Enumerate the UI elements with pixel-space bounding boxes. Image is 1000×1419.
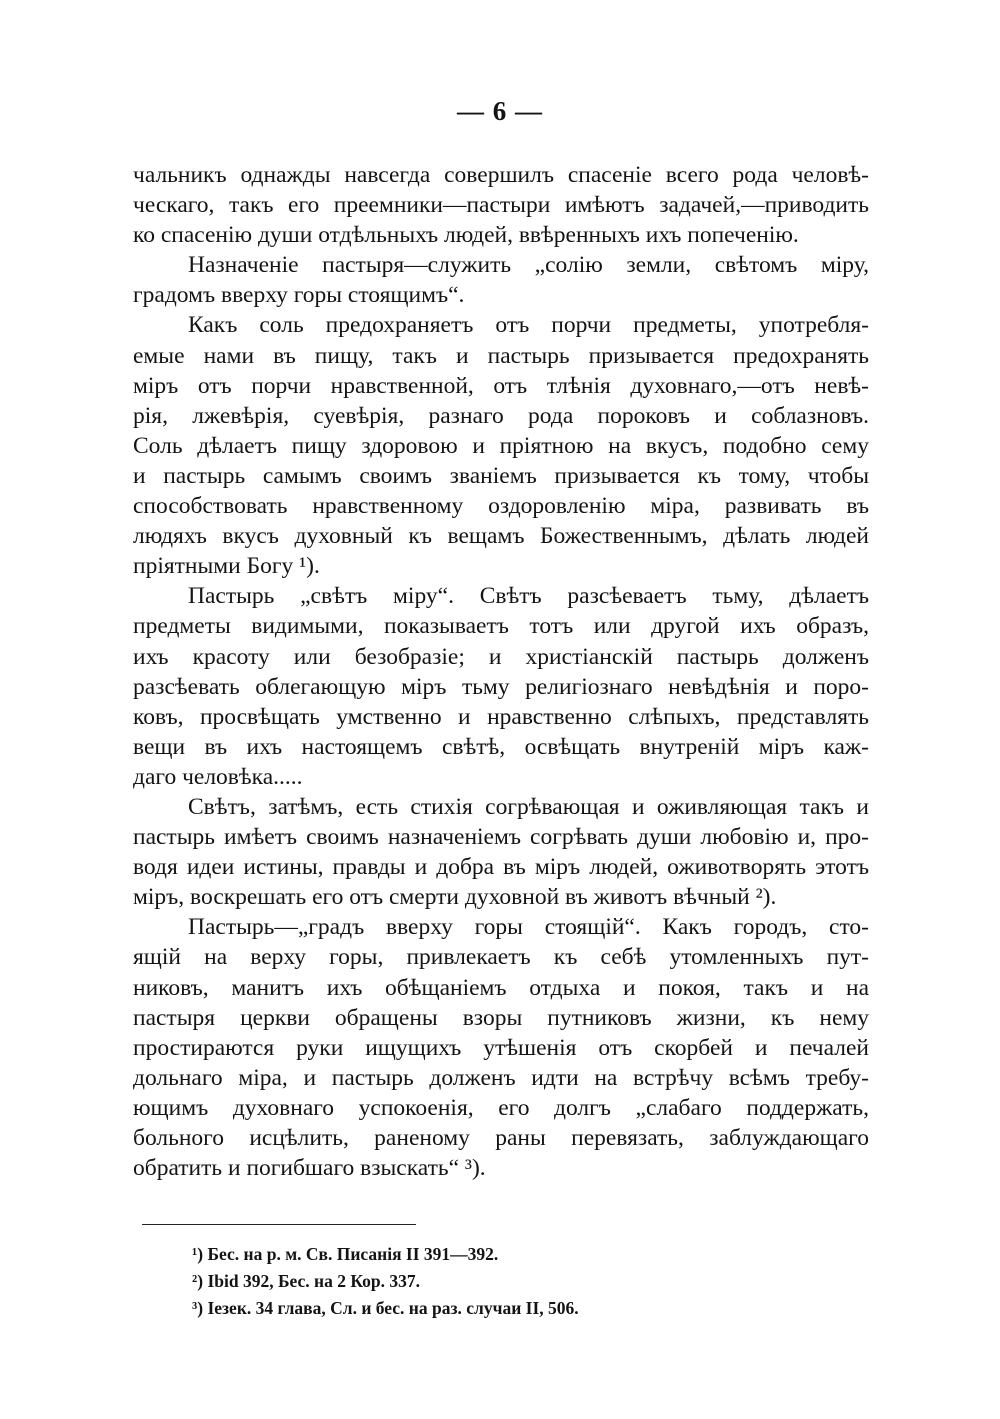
text-line: водя идеи истины, правды и добра въ міръ людей, оживотворять этотъ xyxy=(133,854,869,881)
text-line: ихъ красоту или безобразіе; и христіанскій пастырь долженъ xyxy=(133,643,869,670)
text-line: людяхъ вкусъ духовный къ вещамъ Божественнымъ, дѣлать людей xyxy=(133,523,869,550)
text-line: чальникъ однажды навсегда совершилъ спасеніе всего рода человѣ- xyxy=(133,162,869,188)
text-line: вещи въ ихъ настоящемъ свѣтѣ, освѣщать внутреній міръ каж- xyxy=(133,733,869,760)
text-line: больного исцѣлить, раненому раны перевязать, заблуждающаго xyxy=(133,1125,869,1151)
text-line: градомъ вверху горы стоящимъ“. xyxy=(133,282,465,309)
text-line: предметы видимыми, показываетъ тотъ или другой ихъ образъ, xyxy=(133,613,869,640)
paragraph xyxy=(133,160,869,250)
text-line: міръ, воскрешать его отъ смерти духовной въ животъ вѣчный ²). xyxy=(133,884,777,911)
paragraph xyxy=(133,581,869,792)
page-number: — 6 — xyxy=(457,96,543,126)
text-line: дольнаго міра, и пастырь долженъ идти на встрѣчу всѣмъ требу- xyxy=(133,1064,869,1091)
text-line: разсѣевать облегающую міръ тьму религіознаго невѣдѣнія и поро- xyxy=(133,673,869,700)
text-line: Пастырь—„градъ вверху горы стоящій“. Какъ городъ, сто- xyxy=(188,914,869,941)
footnote: ³) Іезек. 34 глава, Сл. и бес. на раз. случаи II, 506. xyxy=(192,1298,579,1318)
text-line: емые нами въ пищу, такъ и пастырь призывается предохранять xyxy=(133,342,869,369)
text-line: ковъ, просвѣщать умственно и нравственно слѣпыхъ, представлять xyxy=(133,703,869,730)
text-line: ко спасенію души отдѣльныхъ людей, ввѣренныхъ ихъ попеченію. xyxy=(133,222,799,249)
paragraph xyxy=(133,310,869,581)
text-line: рія, лжевѣрія, суевѣрія, разнаго рода пороковъ и соблазновъ. xyxy=(133,402,869,429)
text-line: пастырь имѣетъ своимъ назначеніемъ согрѣвать души любовію и, про- xyxy=(133,824,869,851)
text-line: Какъ соль предохраняетъ отъ порчи предметы, употребля- xyxy=(188,312,869,339)
text-line: даго человѣка..... xyxy=(133,763,303,790)
text-line: Соль дѣлаетъ пищу здоровою и пріятною на вкусъ, подобно сему xyxy=(133,432,869,459)
text-line: Пастырь „свѣтъ міру“. Свѣтъ разсѣеваетъ тьму, дѣлаетъ xyxy=(188,583,869,610)
footnote: ²) Ibid 392, Бес. на 2 Кор. 337. xyxy=(192,1271,421,1291)
text-line: ющимъ духовнаго успокоенія, его долгъ „слабаго поддержать, xyxy=(133,1094,869,1121)
text-line: пріятными Богу ¹). xyxy=(133,553,320,580)
text-line: пастыря церкви обращены взоры путниковъ жизни, къ нему xyxy=(133,1004,869,1031)
footnote-separator xyxy=(142,1224,416,1225)
text-line: никовъ, манитъ ихъ обѣщаніемъ отдыха и покоя, такъ и на xyxy=(133,974,869,1001)
paragraph xyxy=(133,912,869,1183)
text-line: міръ отъ порчи нравственной, отъ тлѣнія духовнаго,—отъ невѣ- xyxy=(133,372,869,399)
paragraph xyxy=(133,250,869,310)
footnotes xyxy=(192,1241,712,1322)
text-line: ящій на верху горы, привлекаетъ къ себѣ утомленныхъ пут- xyxy=(133,944,869,971)
text-line: Назначеніе пастыря—служить „солію земли, свѣтомъ міру, xyxy=(188,252,869,279)
footnote: ¹) Бес. на р. м. Св. Писанія II 391—392. xyxy=(192,1244,499,1264)
text-line: и пастырь самымъ своимъ званіемъ призывается къ тому, чтобы xyxy=(133,462,869,489)
text-line: ческаго, такъ его преемники—пастыри имѣютъ задачей,—приводить xyxy=(133,192,869,219)
text-line: Свѣтъ, затѣмъ, есть стихія согрѣвающая и оживляющая такъ и xyxy=(188,793,869,820)
text-line: обратить и погибшаго взыскать“ ³). xyxy=(133,1155,486,1182)
paragraph xyxy=(133,792,869,912)
text-line: способствовать нравственному оздоровленію міра, развивать въ xyxy=(133,493,869,520)
body-text xyxy=(133,160,869,1183)
text-line: простираются руки ищущихъ утѣшенія отъ скорбей и печалей xyxy=(133,1034,869,1061)
